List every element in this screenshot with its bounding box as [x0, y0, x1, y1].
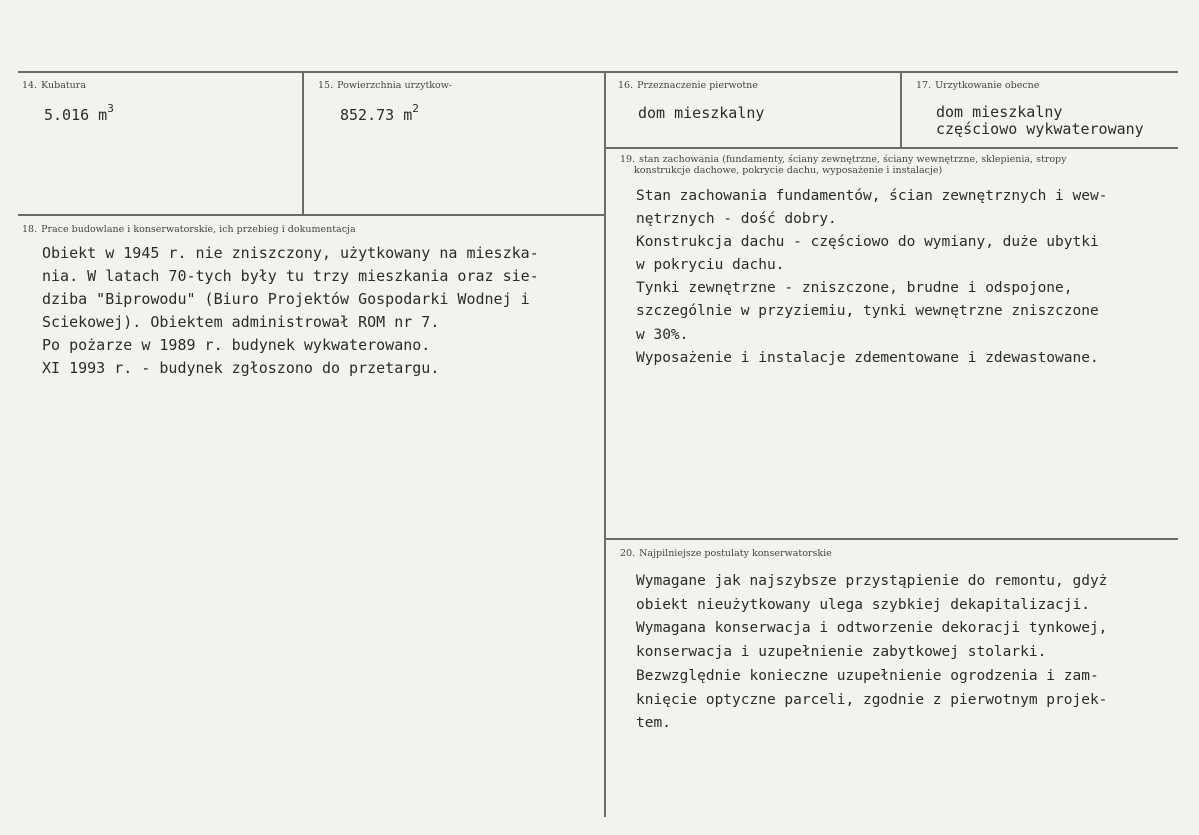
field-20-line: knięcie optyczne parceli, zgodnie z pierwotnym projek-	[636, 691, 1108, 708]
field-18-line: dziba "Biprowodu" (Biuro Projektów Gospodarki Wodnej i	[42, 290, 530, 308]
field-19-line: Stan zachowania fundamentów, ścian zewnętrznych i wew-	[636, 188, 1108, 204]
field-20-text	[636, 570, 1107, 736]
field-19-text	[636, 185, 1107, 370]
field-18-number: 18.	[22, 224, 38, 235]
field-16-label	[618, 80, 758, 91]
field-15-number: 15.	[318, 80, 334, 91]
divider-16-17	[900, 72, 902, 148]
field-20-line: Bezwzględnie konieczne uzupełnienie ogrodzenia i zam-	[636, 667, 1099, 684]
field-20-line: Wymagana konserwacja i odtworzenie dekoracji tynkowej,	[636, 620, 1108, 637]
rule-field-19-bottom	[606, 538, 1178, 540]
field-19-label-line: stan zachowania (fundamenty, ściany zewnętrzne, ściany wewnętrzne, sklepienia, stropy	[639, 154, 1067, 165]
field-15-value	[340, 104, 419, 124]
field-19-label	[620, 154, 1067, 176]
field-19-line: Tynki zewnętrzne - zniszczone, brudne i odspojone,	[636, 280, 1073, 297]
field-14-value	[44, 104, 114, 124]
field-19-line: nętrznych - dość dobry.	[636, 211, 837, 228]
field-19-number: 19.	[620, 154, 636, 165]
field-17-number: 17.	[916, 80, 932, 91]
field-16-number: 16.	[618, 80, 634, 91]
field-15-value-text: 852.73 m	[340, 106, 413, 124]
divider-left-right	[604, 72, 606, 817]
field-18-label	[22, 224, 356, 235]
field-18-label-text: Prace budowlane i konserwatorskie, ich przebieg i dokumentacja	[41, 224, 356, 235]
field-18-line: Sciekowej). Obiektem administrował ROM nr 7.	[42, 313, 440, 331]
field-14-number: 14.	[22, 80, 38, 91]
field-17-line: częściowo wykwaterowany	[936, 120, 1144, 138]
top-rule	[18, 71, 1178, 73]
field-18-line: Po pożarze w 1989 r. budynek wykwaterowano.	[42, 336, 431, 354]
field-20-line: Wymagane jak najszybsze przystąpienie do remontu, gdyż	[636, 573, 1108, 589]
field-18-line: nia. W latach 70-tych były tu trzy mieszkania oraz sie-	[42, 267, 539, 285]
field-20-label-text: Najpilniejsze postulaty konserwatorskie	[639, 548, 832, 559]
divider-14-15	[302, 72, 304, 214]
field-17-value	[936, 104, 1144, 138]
field-14-unit-exponent: 3	[107, 102, 114, 115]
field-17-label	[916, 80, 1039, 91]
field-19-line: Konstrukcja dachu - częściowo do wymiany, duże ubytki	[636, 234, 1099, 251]
field-18-line: XI 1993 r. - budynek zgłoszono do przetargu.	[42, 359, 440, 377]
field-19-line: szczególnie w przyziemiu, tynki wewnętrzne zniszczone	[636, 303, 1099, 320]
field-20-line: konserwacja i uzupełnienie zabytkowej stolarki.	[636, 644, 1047, 661]
field-20-line: tem.	[636, 715, 671, 732]
field-16-label-text: Przeznaczenie pierwotne	[637, 80, 758, 91]
field-20-line: obiekt nieużytkowany ulega szybkiej dekapitalizacji.	[636, 596, 1090, 613]
field-19-line: w pokryciu dachu.	[636, 257, 785, 274]
rule-fields-16-17-bottom	[606, 147, 1178, 149]
field-15-unit-exponent: 2	[412, 102, 419, 115]
field-14-label	[22, 80, 86, 91]
field-16-value: dom mieszkalny	[638, 104, 765, 122]
field-20-number: 20.	[620, 548, 636, 559]
field-20-label	[620, 548, 832, 559]
field-14-value-text: 5.016 m	[44, 106, 108, 124]
field-19-line: Wyposażenie i instalacje zdementowane i zdewastowane.	[636, 349, 1099, 366]
field-18-text	[42, 242, 539, 380]
field-19-line: w 30%.	[636, 326, 689, 343]
field-15-label	[318, 80, 452, 91]
field-14-label-text: Kubatura	[41, 80, 87, 91]
field-17-line: dom mieszkalny	[936, 103, 1063, 121]
rule-fields-14-15-bottom	[18, 214, 604, 216]
field-18-line: Obiekt w 1945 r. nie zniszczony, użytkowany na mieszka-	[42, 244, 539, 262]
field-15-label-text: Powierzchnia urzytkow-	[337, 80, 453, 91]
field-19-label-line: konstrukcje dachowe, pokrycie dachu, wyposażenie i instalacje)	[634, 165, 943, 176]
field-17-label-text: Urzytkowanie obecne	[935, 80, 1040, 91]
